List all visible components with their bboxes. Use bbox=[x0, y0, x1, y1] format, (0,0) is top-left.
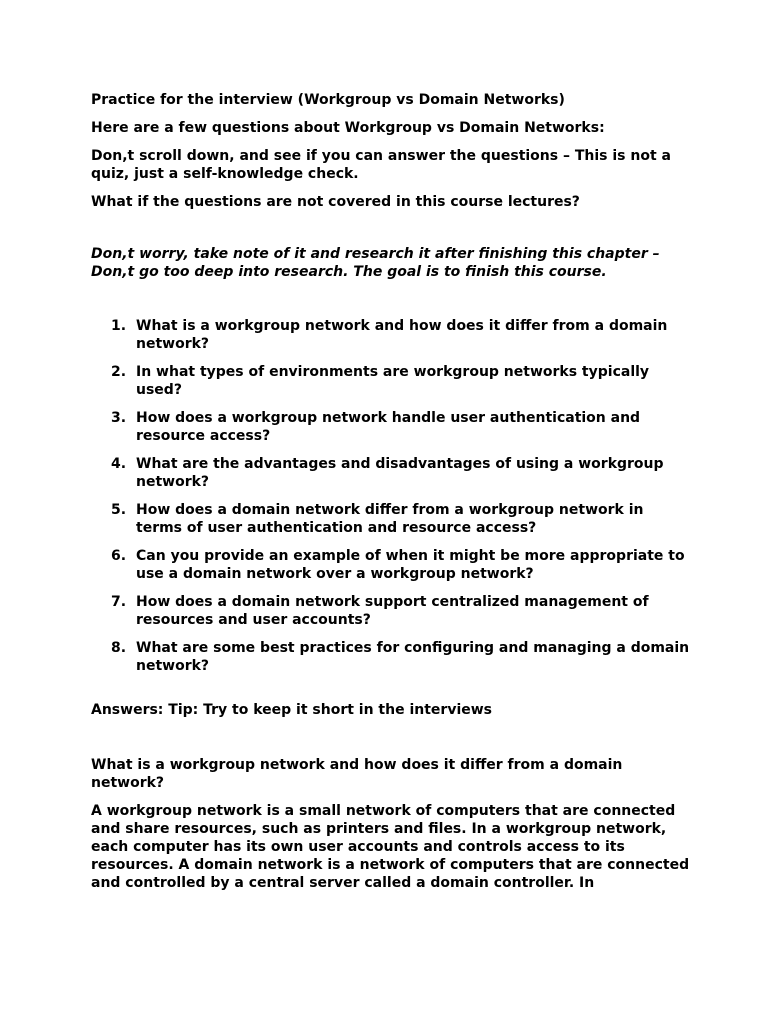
answer-text: A workgroup network is a small network of computers that are connected and share resources, such as printers and files. In a workgroup network, each computer has its own user accounts and controls access to its resources. A domain network is a network of computers that are connected and controlled by a central server called a domain controller. In bbox=[91, 803, 690, 891]
answer-question: What is a workgroup network and how does it differ from a domain network? bbox=[91, 757, 623, 791]
question-text: How does a domain network support centralized management of resources and user accounts? bbox=[136, 594, 649, 628]
question-prompt: What if the questions are not covered in this course lectures? bbox=[91, 194, 580, 210]
list-number: 6. bbox=[111, 548, 127, 564]
question-text: What are some best practices for configuring and managing a domain network? bbox=[136, 640, 690, 674]
list-number: 8. bbox=[111, 640, 127, 656]
question-text: What are the advantages and disadvantages of using a workgroup network? bbox=[136, 456, 664, 490]
instruction-text: Don,t scroll down, and see if you can answer the questions – This is not a quiz, just a self-knowledge check. bbox=[91, 148, 671, 182]
question-text: In what types of environments are workgroup networks typically used? bbox=[136, 364, 650, 398]
question-text: How does a domain network differ from a workgroup network in terms of user authentication and resource access? bbox=[136, 502, 644, 536]
list-item bbox=[91, 547, 691, 583]
list-item bbox=[91, 501, 691, 537]
list-item bbox=[91, 639, 691, 675]
list-number: 5. bbox=[111, 502, 127, 518]
question-text: Can you provide an example of when it might be more appropriate to use a domain network over a workgroup network? bbox=[136, 548, 685, 582]
list-number: 3. bbox=[111, 410, 127, 426]
document-page bbox=[91, 88, 691, 892]
list-item bbox=[91, 455, 691, 491]
list-item bbox=[91, 593, 691, 629]
list-number: 2. bbox=[111, 364, 127, 380]
list-item bbox=[91, 317, 691, 353]
question-text: What is a workgroup network and how does it differ from a domain network? bbox=[136, 318, 668, 352]
note-text: Don,t worry, take note of it and research it after finishing this chapter – Don,t go too deep into research. The goal is to finish this course. bbox=[91, 246, 660, 280]
list-number: 1. bbox=[111, 318, 127, 334]
list-number: 7. bbox=[111, 594, 127, 610]
list-number: 4. bbox=[111, 456, 127, 472]
document-title: Practice for the interview (Workgroup vs Domain Networks) bbox=[91, 92, 565, 108]
intro-text: Here are a few questions about Workgroup vs Domain Networks: bbox=[91, 120, 605, 136]
list-item bbox=[91, 409, 691, 445]
list-item bbox=[91, 363, 691, 399]
question-list bbox=[91, 317, 691, 675]
answers-heading: Answers: Tip: Try to keep it short in the interviews bbox=[91, 702, 493, 718]
question-text: How does a workgroup network handle user authentication and resource access? bbox=[136, 410, 641, 444]
